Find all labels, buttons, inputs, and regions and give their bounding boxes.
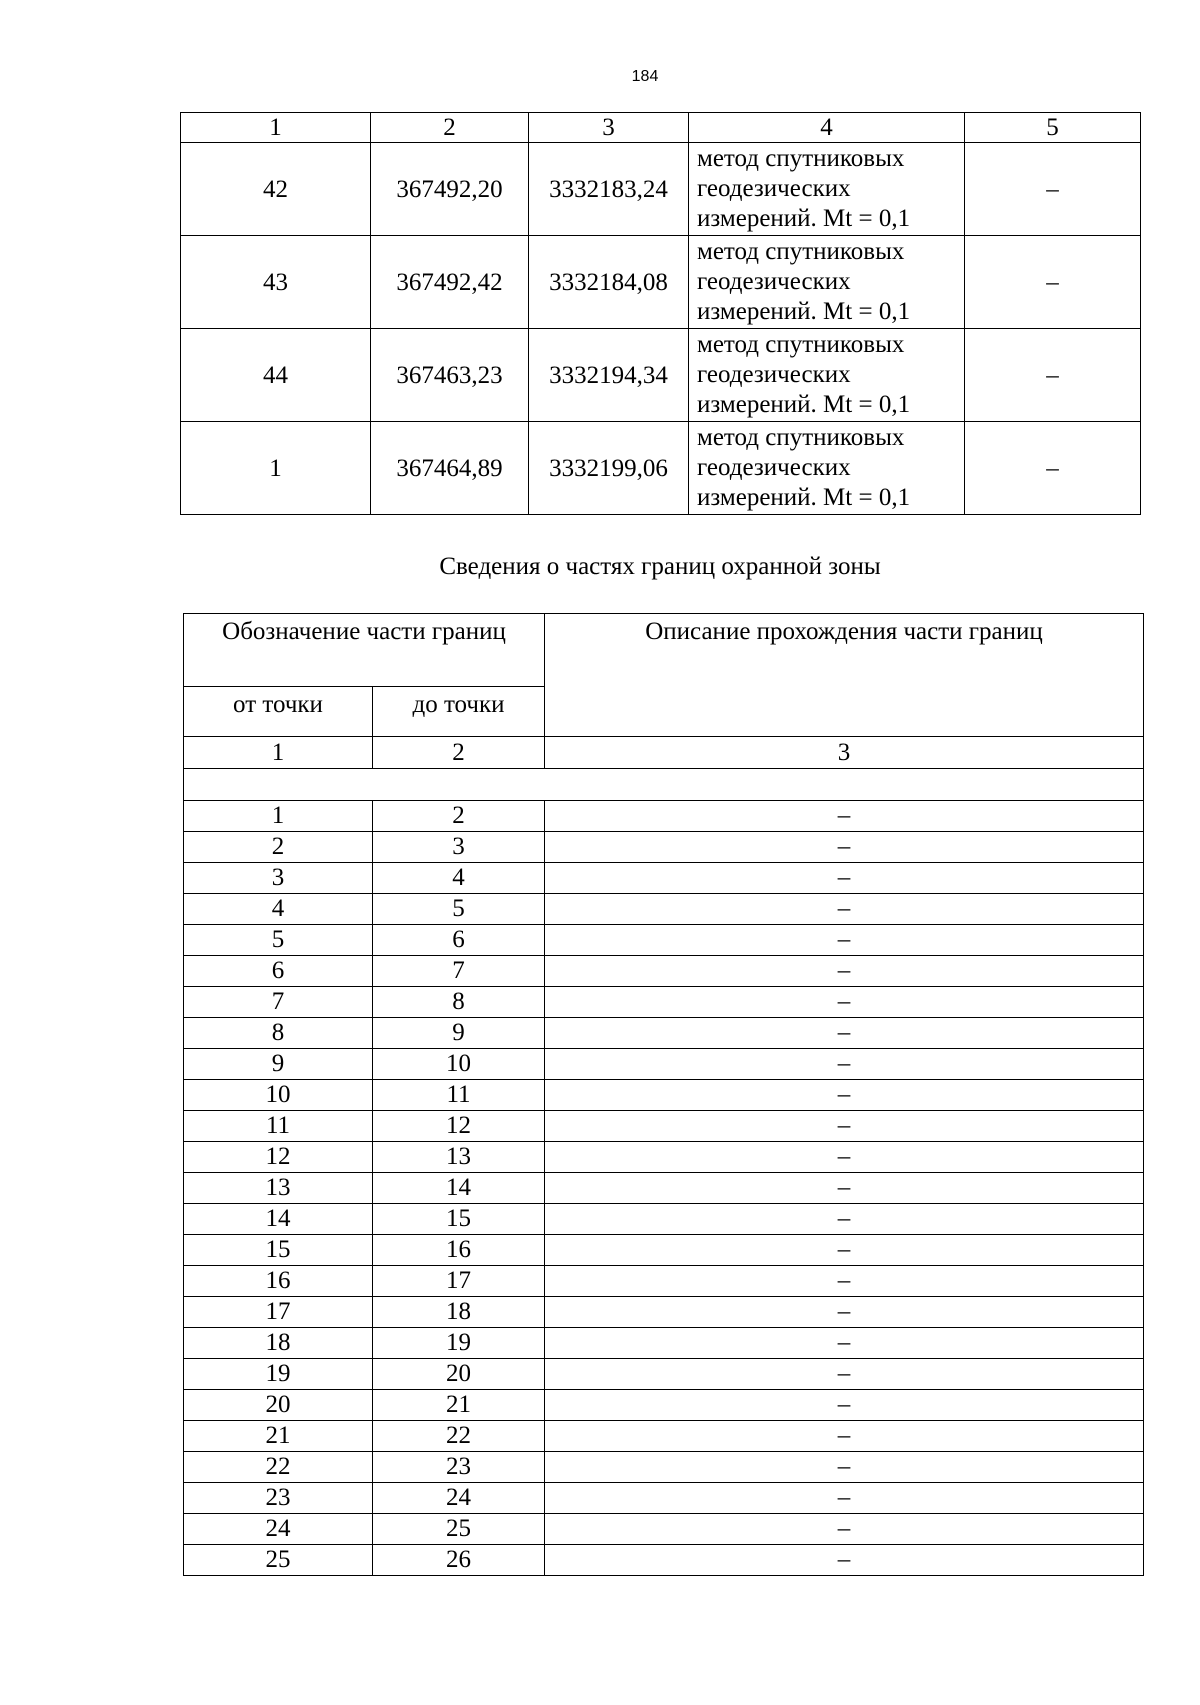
part-description: – — [545, 1111, 1144, 1142]
point-number: 44 — [181, 329, 371, 422]
coordinates-row — [181, 422, 1141, 515]
to-point: 15 — [373, 1204, 545, 1235]
boundary-part-row — [184, 1080, 1144, 1111]
coordinate-y: 3332183,24 — [529, 143, 689, 236]
coordinate-x: 367492,20 — [371, 143, 529, 236]
from-point: 4 — [184, 894, 373, 925]
column-number: 2 — [373, 737, 545, 769]
boundary-part-row — [184, 1390, 1144, 1421]
to-point: 26 — [373, 1545, 545, 1576]
point-number: 42 — [181, 143, 371, 236]
part-description: – — [545, 1018, 1144, 1049]
method-line: геодезических — [697, 268, 851, 295]
empty-row — [184, 769, 1144, 801]
part-description: – — [545, 1421, 1144, 1452]
from-point: 13 — [184, 1173, 373, 1204]
part-description: – — [545, 1328, 1144, 1359]
part-description: – — [545, 1142, 1144, 1173]
to-point: 21 — [373, 1390, 545, 1421]
boundary-part-row — [184, 1235, 1144, 1266]
coordinates-header-row — [181, 113, 1141, 143]
part-description: – — [545, 956, 1144, 987]
from-point: 14 — [184, 1204, 373, 1235]
note-cell: – — [965, 143, 1141, 236]
to-point: 17 — [373, 1266, 545, 1297]
from-point: 6 — [184, 956, 373, 987]
to-point: 16 — [373, 1235, 545, 1266]
part-description: – — [545, 801, 1144, 832]
boundary-part-row — [184, 1359, 1144, 1390]
boundary-part-row — [184, 1545, 1144, 1576]
point-number: 1 — [181, 422, 371, 515]
method-line: геодезических — [697, 454, 851, 481]
coordinates-table — [180, 112, 1141, 515]
to-point: 4 — [373, 863, 545, 894]
to-point: 12 — [373, 1111, 545, 1142]
part-description: – — [545, 1359, 1144, 1390]
from-point: 20 — [184, 1390, 373, 1421]
to-point: 7 — [373, 956, 545, 987]
method-line: измерений. Mt = 0,1 — [697, 484, 911, 511]
boundary-part-row — [184, 1204, 1144, 1235]
from-point: 5 — [184, 925, 373, 956]
to-point: 10 — [373, 1049, 545, 1080]
to-point: 2 — [373, 801, 545, 832]
part-description: – — [545, 1390, 1144, 1421]
from-point: 1 — [184, 801, 373, 832]
boundary-part-row — [184, 1018, 1144, 1049]
part-description: – — [545, 1297, 1144, 1328]
boundary-part-row — [184, 1049, 1144, 1080]
to-point: 11 — [373, 1080, 545, 1111]
from-point: 25 — [184, 1545, 373, 1576]
to-point: 13 — [373, 1142, 545, 1173]
part-description: – — [545, 894, 1144, 925]
boundary-part-row — [184, 1421, 1144, 1452]
description-header: Описание прохождения части границ — [545, 614, 1144, 737]
page-number: 184 — [631, 68, 659, 85]
from-point: 12 — [184, 1142, 373, 1173]
part-description: – — [545, 987, 1144, 1018]
method-line: метод спутниковых — [697, 238, 905, 265]
parts-column-number-row — [184, 737, 1144, 769]
method-line: метод спутниковых — [697, 424, 905, 451]
boundary-parts-table — [183, 613, 1144, 1576]
method-description — [689, 143, 965, 236]
boundary-part-row — [184, 1111, 1144, 1142]
part-description: – — [545, 1514, 1144, 1545]
to-point: 3 — [373, 832, 545, 863]
coordinate-x: 367464,89 — [371, 422, 529, 515]
to-point: 8 — [373, 987, 545, 1018]
from-point: 16 — [184, 1266, 373, 1297]
part-description: – — [545, 1080, 1144, 1111]
to-point: 24 — [373, 1483, 545, 1514]
column-number: 1 — [184, 737, 373, 769]
boundary-part-row — [184, 801, 1144, 832]
part-description: – — [545, 1266, 1144, 1297]
parts-header-row — [184, 614, 1144, 687]
to-point: 9 — [373, 1018, 545, 1049]
boundary-part-row — [184, 894, 1144, 925]
coordinate-x: 367463,23 — [371, 329, 529, 422]
part-description: – — [545, 1049, 1144, 1080]
to-point: 14 — [373, 1173, 545, 1204]
column-number: 3 — [545, 737, 1144, 769]
coordinates-row — [181, 329, 1141, 422]
boundary-part-row — [184, 956, 1144, 987]
to-point: 20 — [373, 1359, 545, 1390]
from-point-header: от точки — [184, 687, 373, 737]
method-description — [689, 236, 965, 329]
from-point: 17 — [184, 1297, 373, 1328]
boundary-part-row — [184, 925, 1144, 956]
coordinates-row — [181, 143, 1141, 236]
method-line: измерений. Mt = 0,1 — [697, 205, 911, 232]
method-line: геодезических — [697, 175, 851, 202]
from-point: 8 — [184, 1018, 373, 1049]
from-point: 15 — [184, 1235, 373, 1266]
method-line: измерений. Mt = 0,1 — [697, 391, 911, 418]
boundary-part-row — [184, 987, 1144, 1018]
part-description: – — [545, 1173, 1144, 1204]
to-point-header: до точки — [373, 687, 545, 737]
boundary-part-row — [184, 1483, 1144, 1514]
method-description — [689, 329, 965, 422]
note-cell: – — [965, 236, 1141, 329]
boundary-part-row — [184, 863, 1144, 894]
column-number: 4 — [689, 113, 965, 143]
boundary-part-row — [184, 1452, 1144, 1483]
part-description: – — [545, 1483, 1144, 1514]
part-description: – — [545, 1235, 1144, 1266]
coordinate-y: 3332184,08 — [529, 236, 689, 329]
boundary-part-row — [184, 1514, 1144, 1545]
coordinate-y: 3332194,34 — [529, 329, 689, 422]
coordinates-row — [181, 236, 1141, 329]
from-point: 23 — [184, 1483, 373, 1514]
note-cell: – — [965, 422, 1141, 515]
from-point: 22 — [184, 1452, 373, 1483]
from-point: 10 — [184, 1080, 373, 1111]
boundary-part-row — [184, 1266, 1144, 1297]
part-description: – — [545, 1204, 1144, 1235]
part-description: – — [545, 1452, 1144, 1483]
to-point: 5 — [373, 894, 545, 925]
point-number: 43 — [181, 236, 371, 329]
to-point: 6 — [373, 925, 545, 956]
note-cell: – — [965, 329, 1141, 422]
boundary-part-row — [184, 1297, 1144, 1328]
from-point: 3 — [184, 863, 373, 894]
from-point: 9 — [184, 1049, 373, 1080]
method-line: измерений. Mt = 0,1 — [697, 298, 911, 325]
boundary-part-row — [184, 1328, 1144, 1359]
from-point: 24 — [184, 1514, 373, 1545]
method-line: метод спутниковых — [697, 145, 905, 172]
coordinate-y: 3332199,06 — [529, 422, 689, 515]
boundary-part-row — [184, 1142, 1144, 1173]
part-description: – — [545, 832, 1144, 863]
part-description: – — [545, 1545, 1144, 1576]
column-number: 3 — [529, 113, 689, 143]
from-point: 7 — [184, 987, 373, 1018]
to-point: 18 — [373, 1297, 545, 1328]
column-number: 2 — [371, 113, 529, 143]
from-point: 11 — [184, 1111, 373, 1142]
from-point: 18 — [184, 1328, 373, 1359]
part-description: – — [545, 863, 1144, 894]
designation-header: Обозначение части границ — [184, 614, 545, 687]
to-point: 22 — [373, 1421, 545, 1452]
column-number: 5 — [965, 113, 1141, 143]
boundary-part-row — [184, 1173, 1144, 1204]
part-description: – — [545, 925, 1144, 956]
method-line: метод спутниковых — [697, 331, 905, 358]
from-point: 2 — [184, 832, 373, 863]
section-title: Сведения о частях границ охранной зоны — [439, 553, 881, 580]
method-description — [689, 422, 965, 515]
from-point: 19 — [184, 1359, 373, 1390]
from-point: 21 — [184, 1421, 373, 1452]
coordinate-x: 367492,42 — [371, 236, 529, 329]
to-point: 19 — [373, 1328, 545, 1359]
to-point: 23 — [373, 1452, 545, 1483]
method-line: геодезических — [697, 361, 851, 388]
column-number: 1 — [181, 113, 371, 143]
to-point: 25 — [373, 1514, 545, 1545]
empty-cell — [184, 769, 1144, 801]
boundary-part-row — [184, 832, 1144, 863]
